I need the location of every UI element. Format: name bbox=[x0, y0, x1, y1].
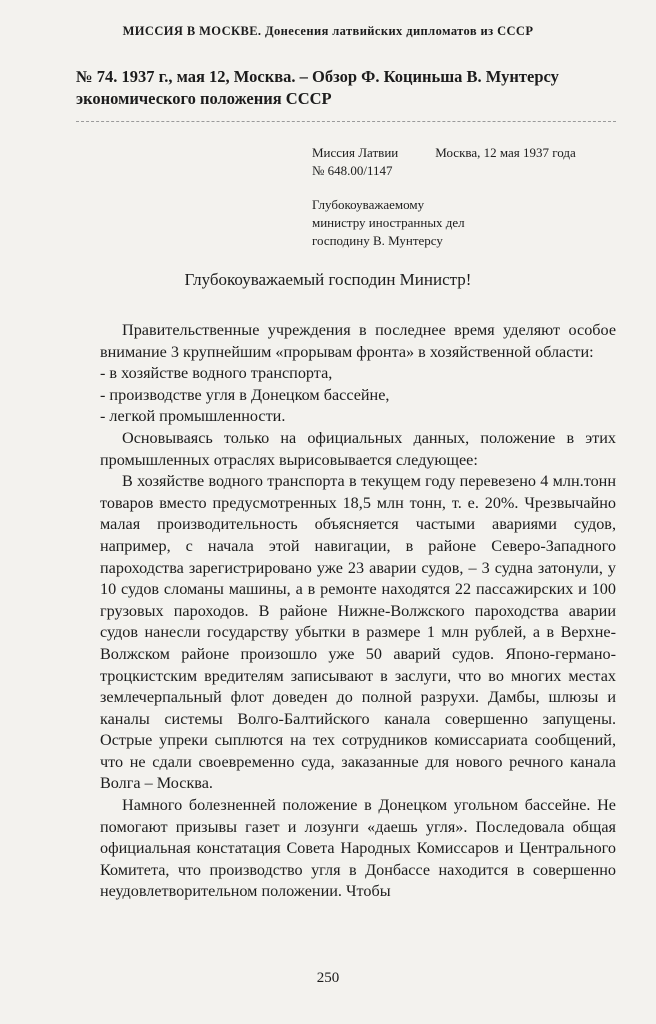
addressee-line: господину В. Мунтерсу bbox=[312, 233, 443, 248]
addressee-line: министру иностранных дел bbox=[312, 215, 465, 230]
addressee-line: Глубокоуважаемому bbox=[312, 197, 425, 212]
addressee-block bbox=[312, 196, 465, 250]
body-paragraph: Намного болезненней положение в Донецком угольном бассейне. Не помогают призывы газет и лозунги «даешь угля». Последовала общая официальная констатация Совета Народных Комиссаров и Центрального Комитета, что производство угля в Донбассе находится в совершенно неудовлетворительном положении. Чтобы bbox=[100, 796, 616, 901]
body-paragraph: В хозяйстве водного транспорта в текущем году перевезено 4 млн.тонн товаров вместо предусмотренных 18,5 млн тонн, т. е. 20%. Чрезвычайно малая производительность объясняется частыми авариями судов, например, с начала этой навигации, в районе Северо-Западного пароходства зарегистрировано уже 23 аварии судов, – 3 судна затонули, у 10 судов сломаны машины, а в ремонте находятся 22 пассажирских и 100 грузовых пароходов. В районе Нижне-Волжского пароходства аварии судов нанесли государству убытки в размере 1 млн рублей, а в Верхне-Волжском районе произошло уже 50 аварий судов. Японо-германо-троцкистским вредителям записывают в заслуги, что во многих местах землечерпальный флот доведен до полной разрухи. Дамбы, шлюзы и каналы системы Волго-Балтийского канала совершенно запущены. Острые упреки сыплются на тех сотрудников комиссариата сообщений, что не сдали своевременно суда, заказанные для нового речного канала Волга – Москва. bbox=[100, 472, 616, 793]
document-title: № 74. 1937 г., мая 12, Москва. – Обзор Ф. Коциньша В. Мунтерсу экономического положения СССР bbox=[76, 67, 559, 108]
salutation: Глубокоуважаемый господин Министр! bbox=[184, 270, 472, 289]
letter-body bbox=[100, 320, 616, 903]
list-item: - в хозяйстве водного транспорта, bbox=[100, 364, 333, 383]
intro-paragraph: Правительственные учреждения в последнее время уделяют особое внимание 3 крупнейшим «прорывам фронта» в хозяйственной области: bbox=[100, 321, 616, 361]
problem-list bbox=[100, 363, 616, 428]
letter-meta bbox=[312, 144, 576, 180]
page-number: 250 bbox=[316, 970, 340, 986]
sender-label: Миссия Латвии bbox=[312, 145, 399, 160]
list-item: - легкой промышленности. bbox=[100, 407, 286, 426]
document-number: № 648.00/1147 bbox=[312, 163, 393, 178]
running-head: МИССИЯ В МОСКВЕ. Донесения латвийских дипломатов из СССР bbox=[122, 24, 534, 38]
list-item: - производстве угля в Донецком бассейне, bbox=[100, 385, 390, 404]
body-paragraph: Основываясь только на официальных данных, положение в этих промышленных отраслях вырисовывается следующее: bbox=[100, 428, 616, 469]
place-date: Москва, 12 мая 1937 года bbox=[435, 145, 576, 160]
title-divider bbox=[76, 121, 616, 122]
